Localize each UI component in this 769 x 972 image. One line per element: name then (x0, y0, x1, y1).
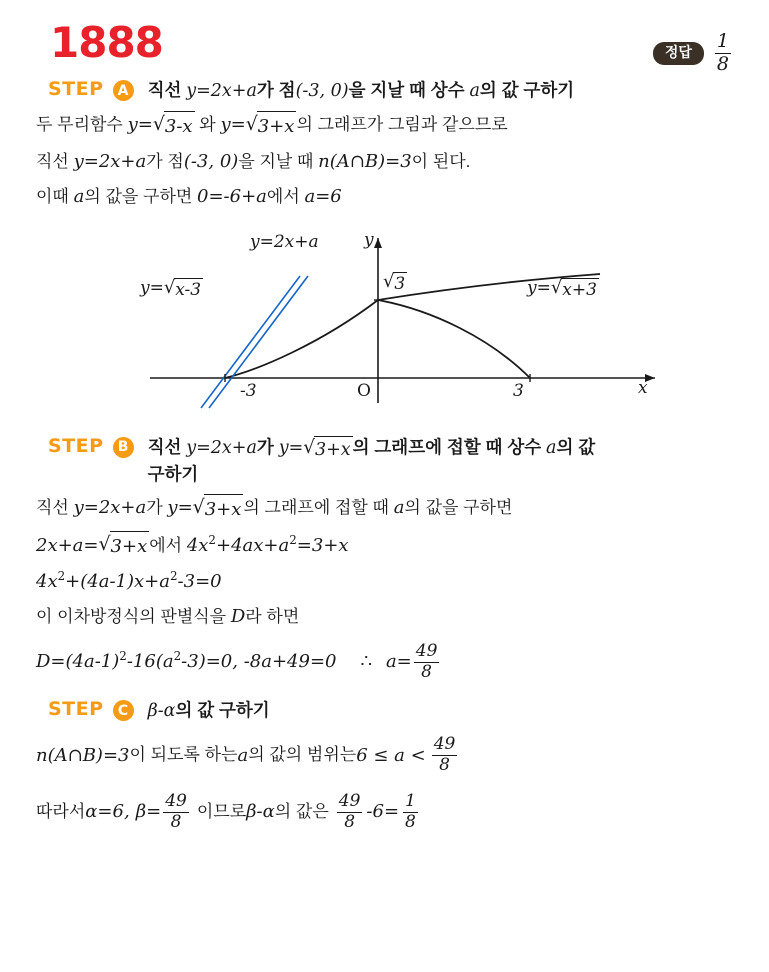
radicand: 3+x (110, 531, 150, 561)
sc2-num2: 49 (338, 790, 361, 811)
sb-title-mid: 가 (256, 436, 279, 457)
sb5-num: 49 (415, 640, 438, 661)
sa2-point: (-3, 0) (183, 150, 239, 172)
figure-label-y-intercept (383, 272, 407, 294)
radicand: 3-x (164, 111, 195, 141)
sb1-mid: 가 (146, 498, 168, 518)
sc2-alpha: α=6, (85, 801, 130, 823)
sa3-mid: 의 값을 구하면 (84, 186, 198, 206)
sc-title-beta: β (147, 701, 158, 722)
sc1-range: 6 ≤ a < (356, 744, 426, 766)
step-a-body (0, 111, 769, 211)
step-c-word: STEP (48, 698, 104, 721)
figure-label-y-axis: y (364, 229, 374, 250)
sa2-pre: 직선 (36, 151, 74, 171)
radical-symbol: √ (152, 112, 165, 135)
sb2-left: 2x+a= (36, 535, 99, 557)
sb1-post: 의 값을 구하면 (404, 498, 513, 518)
sb2-exp1: 2 (208, 533, 216, 548)
radicand: 3+x (204, 494, 244, 524)
sa3-pre: 이때 (36, 186, 74, 206)
curve-arc (378, 300, 530, 378)
radicand: 3+x (257, 111, 297, 141)
page-header (0, 0, 769, 78)
fig-left-lhs: y= (140, 277, 164, 298)
sc2-mid: 이므로 (196, 802, 247, 822)
sa1-f2-lhs: y= (220, 113, 246, 135)
sc-title-minus: - (157, 701, 164, 722)
sc2-pre: 따라서 (36, 802, 86, 822)
radical-symbol: √ (245, 112, 258, 135)
sb3-exp1: 2 (57, 568, 66, 583)
sb-title-eq: y=2x+a (186, 437, 257, 458)
sc1-mid: 이 되도록 하는 (129, 745, 238, 765)
sc2-beta: β= (135, 801, 162, 823)
sc2-expr: β-α (246, 801, 275, 823)
sb2-mid: 에서 (149, 536, 187, 556)
sc1-a: a (237, 744, 249, 766)
step-a-title-point: (-3, 0) (295, 81, 349, 101)
radicand: 3 (394, 273, 406, 294)
figure-label-origin: O (357, 380, 371, 401)
sc2-den2: 8 (344, 811, 356, 832)
figure-tick-label-neg3: -3 (240, 380, 257, 401)
sc2-fraction-2 (337, 790, 363, 832)
sb5-den: 8 (421, 661, 432, 682)
sb2-right-b: +4ax+a (215, 535, 290, 557)
sc1-n: n(A∩B)=3 (36, 744, 130, 766)
sc2-fraction-3 (403, 790, 418, 832)
sb5-a: D=(4a-1) (36, 651, 120, 673)
sc2-den3: 8 (405, 811, 416, 832)
sa1-pre: 두 무리함수 (36, 114, 128, 134)
step-b-header (0, 435, 769, 488)
y-axis-arrow (374, 238, 382, 248)
figure-tick-label-3: 3 (513, 380, 524, 401)
sb4-pre: 이 이차방정식의 판별식을 (36, 606, 231, 626)
sb5-therefore: ∴ (360, 651, 372, 673)
sb-title-sqrt (279, 436, 353, 463)
curve-left (225, 300, 378, 378)
sb5-fraction (414, 640, 440, 682)
sa2-setcount: n(A∩B)=3 (318, 150, 412, 172)
sb3-c: -3=0 (177, 570, 222, 592)
sa1-f1-lhs: y= (127, 113, 153, 135)
sc2-den1: 8 (170, 811, 182, 832)
step-c-body (0, 736, 769, 831)
sa3-eq: 0=-6+a (197, 185, 267, 207)
step-a-title-post: 의 값 구하기 (479, 80, 575, 100)
step-a-line-3 (36, 183, 739, 211)
sb-title-rad-lhs: y= (278, 437, 304, 458)
radical-symbol: √ (192, 496, 205, 519)
sb2-right-a: 4x (186, 535, 209, 557)
sa3-a: a (73, 185, 85, 207)
sb-title-post: 의 그래프에 접할 때 상수 (352, 436, 546, 457)
step-b-line-4 (36, 603, 739, 631)
sa2-mid2: 을 지날 때 (238, 151, 319, 171)
radical-symbol: √ (383, 270, 395, 292)
sa1-mid2: 와 (199, 114, 221, 134)
line-y-2x-a-2 (209, 276, 308, 408)
sb1-pre: 직선 (36, 498, 74, 518)
sb2-right (187, 535, 349, 556)
sb-title-line2: 구하기 (147, 464, 199, 485)
fig-right-lhs: y= (527, 277, 551, 298)
step-c-badge: C (113, 700, 134, 721)
sb5-c: -3)=0, -8a+49=0 (181, 651, 337, 673)
sa3-result: a=6 (304, 185, 342, 207)
figure-label-line (250, 232, 319, 252)
sc1-den: 8 (439, 755, 450, 776)
problem-number: 1888 (50, 18, 163, 67)
sb5-res-lhs: a= (385, 651, 412, 673)
sb5-expr (36, 648, 336, 676)
step-c-title (148, 698, 270, 724)
step-b-line-5 (36, 640, 739, 682)
graph-svg (0, 218, 769, 433)
sc2-fraction-1 (163, 790, 189, 832)
answer-fraction (715, 32, 731, 75)
answer-numerator: 1 (716, 30, 729, 52)
sb4-post: 라 하면 (245, 606, 300, 626)
sb5-exp1: 2 (119, 649, 127, 664)
sb4-D: D (230, 605, 246, 627)
step-a-header (0, 78, 769, 104)
radical-symbol: √ (163, 276, 176, 298)
step-b-line-1 (36, 494, 739, 524)
step-b-word: STEP (48, 434, 104, 457)
answer-denominator: 8 (716, 52, 729, 75)
radical-symbol: √ (98, 533, 111, 556)
step-a-line-1 (36, 111, 739, 141)
radicand: 3+x (314, 436, 353, 463)
sc1-fraction (432, 736, 458, 775)
sa2-mid: 가 점 (146, 151, 184, 171)
sb1-rad-lhs: y= (167, 497, 193, 519)
step-a-line-2 (36, 148, 739, 176)
step-a-title-a: a (469, 81, 480, 101)
step-a-word: STEP (48, 78, 104, 100)
sb3-expr (36, 568, 222, 592)
sb1-a: a (393, 497, 405, 519)
step-c-line-1 (36, 736, 739, 775)
figure-label-x-axis: x (638, 377, 648, 398)
fig-yint-sqrt (383, 272, 407, 294)
sa1-post: 의 그래프가 그림과 같으므로 (296, 114, 508, 134)
sb5-exp2: 2 (173, 649, 182, 664)
fig-left-sqrt (140, 278, 203, 300)
radical-symbol: √ (550, 276, 563, 298)
sc2-mid2: 의 값은 (274, 802, 329, 822)
sb3-a: 4x (36, 570, 58, 592)
sb-title-a: a (546, 437, 557, 458)
figure-label-left-curve (140, 278, 203, 300)
sa2-post: 이 된다. (411, 151, 471, 171)
sb2-sqrt (99, 531, 150, 561)
sc-title-post: 의 값 구하기 (175, 700, 270, 721)
step-a-title-mid: 가 점 (256, 80, 296, 100)
sb1-eq: y=2x+a (73, 497, 147, 519)
step-a-title-pre: 직선 (147, 80, 187, 100)
fig-line-eq: y=2x+a (250, 231, 319, 252)
fig-right-sqrt (527, 278, 599, 300)
answer-block (653, 32, 733, 75)
sc-title-alpha: α (163, 701, 176, 722)
sc1-mid2: 의 값의 범위는 (248, 745, 357, 765)
step-c-header (0, 698, 769, 724)
sc2-num1: 49 (165, 790, 187, 811)
step-a-title-eq: y=2x+a (186, 81, 257, 101)
sb2-right-c: =3+x (296, 535, 349, 557)
step-b-line-2 (36, 531, 739, 561)
sb1-mid2: 의 그래프에 접할 때 (243, 498, 394, 518)
sb3-exp2: 2 (169, 568, 178, 583)
sb-title-pre: 직선 (147, 436, 187, 457)
sb-title-post2: 의 값 (556, 436, 596, 457)
sa3-mid2: 에서 (266, 186, 305, 206)
sb2-exp2: 2 (289, 533, 297, 548)
sqrt-3-plus-x (220, 111, 296, 141)
step-b-line-3 (36, 568, 739, 596)
step-b-badge: B (113, 437, 134, 458)
sc1-num: 49 (433, 734, 456, 755)
sc2-minus6: -6= (366, 801, 400, 823)
sb3-b: +(4a-1)x+a (65, 570, 170, 592)
sb1-sqrt (167, 494, 243, 524)
step-a-title-mid2: 을 지날 때 상수 (348, 80, 470, 100)
step-a-badge: A (113, 80, 134, 101)
sb5-b: -16(a (126, 651, 174, 673)
sa2-eq: y=2x+a (73, 150, 147, 172)
step-b-body (0, 494, 769, 681)
step-b-title (148, 435, 596, 488)
radicand: x+3 (562, 279, 597, 300)
figure-label-right-curve (527, 278, 599, 300)
radical-symbol: √ (303, 436, 315, 458)
answer-badge: 정답 (653, 42, 704, 64)
sc2-num3: 1 (405, 790, 416, 811)
step-a-title (148, 78, 575, 104)
radicand: x-3 (175, 279, 202, 300)
sqrt-3-minus-x (128, 111, 195, 141)
step-c-line-2 (36, 790, 739, 832)
graph-figure (0, 218, 769, 433)
